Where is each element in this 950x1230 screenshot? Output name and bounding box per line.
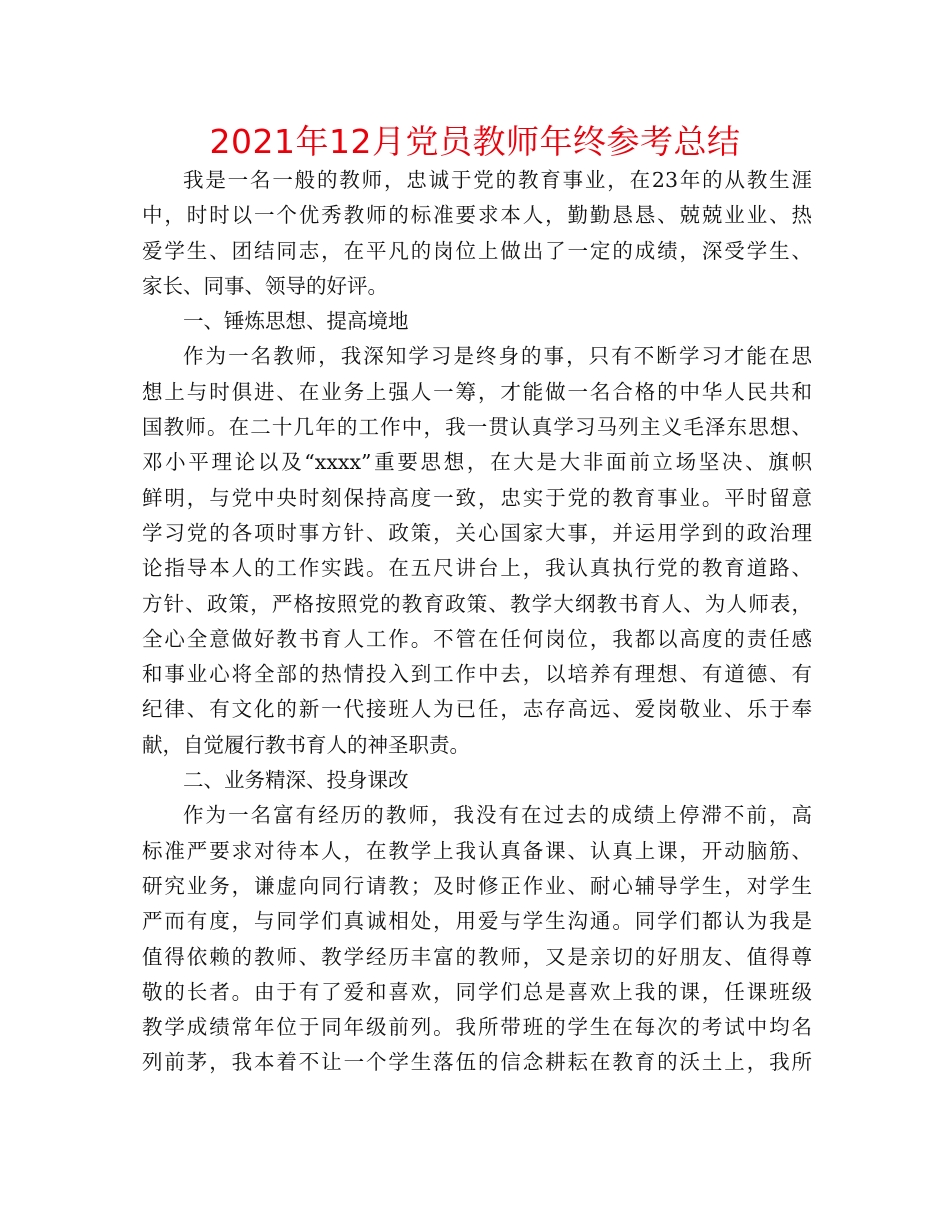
text-line: 敬的长者。由于有了爱和喜欢，同学们总是喜欢上我的课，任课班级 [142,979,812,1004]
text-line: 纪律、有文化的新一代接班人为已任，志存高远、爱岗敬业、乐于奉 [142,697,812,722]
text-line: 学习党的各项时事方针、政策，关心国家大事，并运用学到的政治理 [142,520,812,545]
text-line: 献，自觉履行教书育人的神圣职责。 [142,732,470,757]
text-line: 列前茅，我本着不让一个学生落伍的信念耕耘在教育的沃土上，我所 [142,1050,812,1075]
text-line: 方针、政策，严格按照党的教育政策、教学大纲教书育人、为人师表， [142,591,812,616]
document-title: 2021年12月党员教师年终参考总结 [209,122,741,161]
text-line: 严而有度，与同学们真诚相处，用爱与学生沟通。同学们都认为我是 [142,909,812,934]
text-line: 我是一名一般的教师，忠诚于党的教育事业，在23年的从教生涯 [183,168,812,192]
text-line: 作为一名富有经历的教师，我没有在过去的成绩上停滞不前，高 [183,803,812,828]
text-line: 家长、同事、领导的好评。 [142,273,388,298]
text-line: 标准严要求对待本人，在教学上我认真备课、认真上课，开动脑筋、 [142,838,812,863]
text-line: 研究业务，谦虚向同行请教；及时修正作业、耐心辅导学生，对学生 [142,873,812,898]
text-line: 论指导本人的工作实践。在五尺讲台上，我认真执行党的教育道路、 [142,556,812,581]
text-line: 二、业务精深、投身课改 [183,768,409,793]
text-line: 值得依赖的教师、教学经历丰富的教师，又是亲切的好朋友、值得尊 [142,944,812,969]
text-line: 国教师。在二十几年的工作中，我一贯认真学习马列主义毛泽东思想、 [142,415,812,440]
text-line: 爱学生、团结同志，在平凡的岗位上做出了一定的成绩，深受学生、 [142,238,812,263]
text-line: 鲜明，与党中央时刻保持高度一致，忠实于党的教育事业。平时留意 [142,485,812,510]
text-line: 作为一名教师，我深知学习是终身的事，只有不断学习才能在思 [183,344,812,369]
document-body [142,163,812,1081]
text-line: 邓小平理论以及“xxxx”重要思想，在大是大非面前立场坚决、旗帜 [142,450,812,475]
text-line: 和事业心将全部的热情投入到工作中去，以培养有理想、有道德、有 [142,662,812,687]
text-line: 全心全意做好教书育人工作。不管在任何岗位，我都以高度的责任感 [142,626,812,651]
text-line: 中，时时以一个优秀教师的标准要求本人，勤勤恳恳、兢兢业业、热 [142,203,812,228]
text-line: 一、锤炼思想、提高境地 [183,309,409,334]
text-line: 教学成绩常年位于同年级前列。我所带班的学生在每次的考试中均名 [142,1015,812,1040]
text-line: 想上与时俱进、在业务上强人一筹，才能做一名合格的中华人民共和 [142,379,812,404]
